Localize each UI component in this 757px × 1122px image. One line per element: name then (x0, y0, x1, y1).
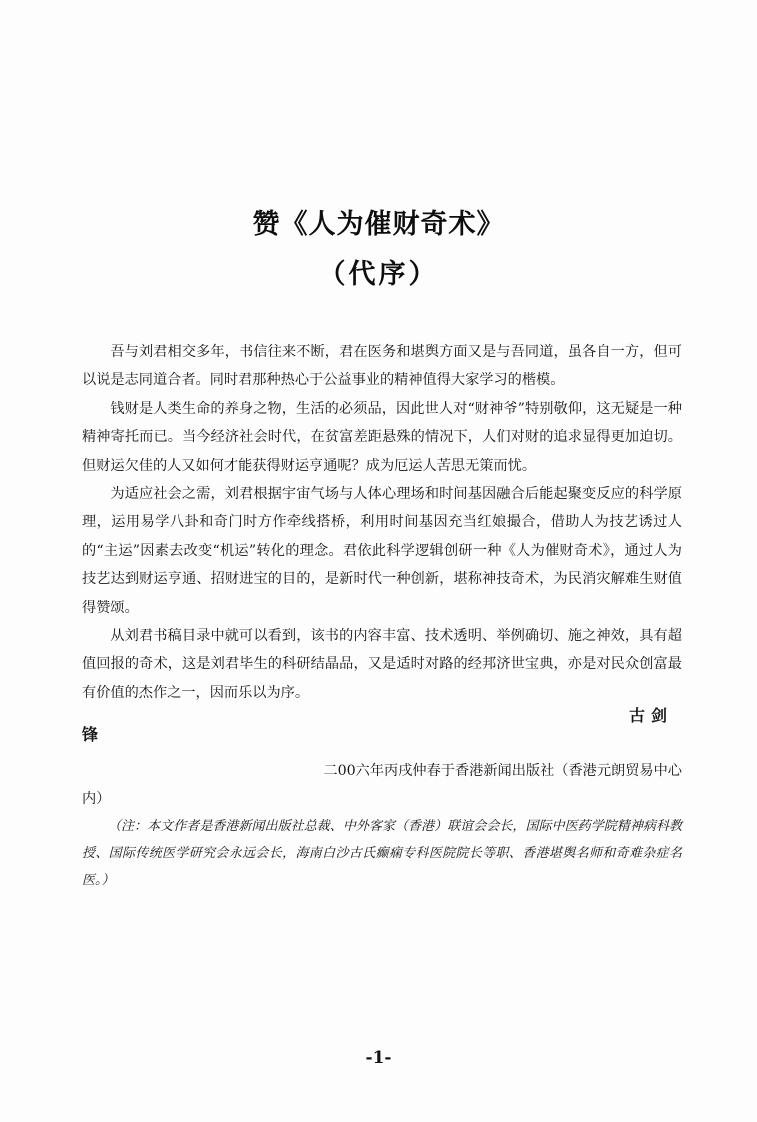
paragraph: 从刘君书稿目录中就可以看到，该书的内容丰富、技术透明、举例确切、施之神效，具有超值回报的奇术，这是刘君毕生的科研结晶品，又是适时对路的经邦济世宝典，亦是对民众创富最有价值的杰作之一，因而乐以为序。 (82, 628, 682, 701)
page-title: 赞《人为催财奇术》 (252, 209, 505, 240)
author-note (82, 813, 682, 894)
note-text: （注：本文作者是香港新闻出版社总裁、中外客家（香港）联谊会会长，国际中医药学院精神病科教授、国际传统医学研究会永远会长，海南白沙古氏癫痫专科医院院长等职、香港堪舆名师和奇难杂症名医。） (82, 819, 682, 888)
author-signature-tail: 锋 (82, 725, 99, 744)
preface-body (82, 338, 682, 707)
dateline (82, 757, 682, 813)
page-subtitle: （代序） (318, 259, 439, 290)
dateline-first-line: 二00六年丙戌仲春于香港新闻出版社（香港元朗贸易中心 (323, 763, 682, 779)
dateline-second-line: 内） (82, 791, 111, 807)
paragraph: 吾与刘君相交多年，书信往来不断，君在医务和堪舆方面又是与吾同道，虽各自一方，但可以说是志同道合者。同时君那种热心于公益事业的精神值得大家学习的楷模。 (82, 344, 682, 389)
page-number: -1- (365, 1048, 392, 1068)
author-signature: 古剑 (628, 706, 673, 725)
paragraph: 为适应社会之需，刘君根据宇宙气场与人体心理场和时间基因融合后能起聚变反应的科学原理，运用易学八卦和奇门时方作牵线搭桥，利用时间基因充当红娘撮合，借助人为技艺诱过人的“主运”因素去改变“机运”转化的理念。君依此科学逻辑创研一种《人为催财奇术》，通过人为技艺达到财运亨通、招财进宝的目的，是新时代一种创新，堪称神技奇术，为民消灾解难生财值得赞颂。 (82, 486, 682, 616)
paragraph: 钱财是人类生命的养身之物，生活的必须品，因此世人对“财神爷”特别敬仰，这无疑是一种精神寄托而已。当今经济社会时代，在贫富差距悬殊的情况下，人们对财的追求显得更加迫切。但财运欠佳的人又如何才能获得财运亨通呢？成为厄运人苦思无策而忧。 (82, 400, 682, 474)
